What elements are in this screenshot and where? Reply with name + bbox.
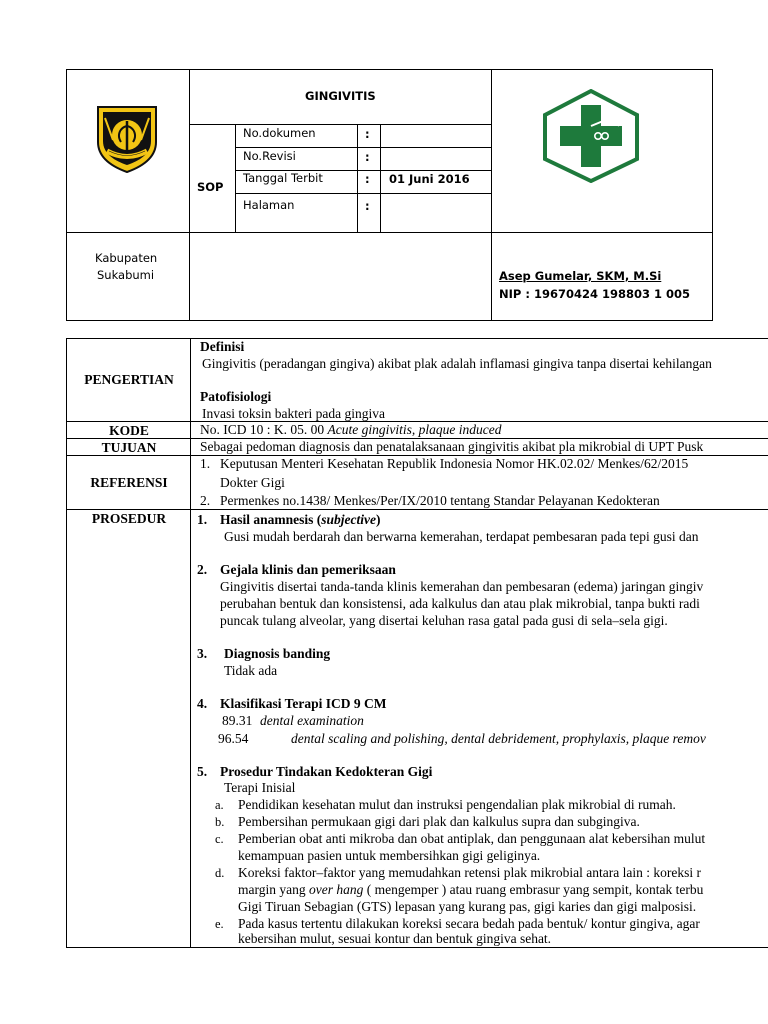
sop-body-table: [66, 338, 768, 948]
referensi-num-2: 2.: [200, 493, 211, 508]
document-title: GINGIVITIS: [305, 89, 376, 103]
item-d-line-2-a: margin yang: [238, 882, 309, 897]
kode-text: [200, 422, 501, 439]
referensi-item-1-line-1: Keputusan Menteri Kesehatan Republik Indonesia Nomor HK.02.02/ Menkes/62/2015: [220, 456, 689, 471]
kode-code: No. ICD 10 : K. 05. 00: [200, 422, 328, 437]
region-line-1: Kabupaten: [95, 251, 158, 265]
row-label-referensi: REFERENSI: [90, 475, 168, 490]
prosedur-4-heading: Klasifikasi Terapi ICD 9 CM: [220, 696, 387, 711]
doc-row-label-no-revisi: No.Revisi: [243, 149, 296, 163]
item-b-line-1: Pembersihan permukaan gigi dari plak dan kalkulus supra dan subgingiva.: [238, 814, 640, 829]
sop-header: [66, 69, 713, 321]
referensi-item-2-line-1: Permenkes no.1438/ Menkes/Per/IX/2010 tentang Standar Pelayanan Kedokteran: [220, 493, 660, 508]
item-e-letter: e.: [215, 917, 224, 931]
definisi-text: Gingivitis (peradangan gingiva) akibat plak adalah inflamasi gingiva tanpa disertai kehilangan: [202, 356, 712, 371]
prosedur-5-sub: Terapi Inisial: [224, 780, 296, 795]
prosedur-1-num: 1.: [197, 512, 208, 527]
doc-row-label-halaman: Halaman: [243, 198, 295, 212]
item-a-letter: a.: [215, 798, 224, 812]
tujuan-text: Sebagai pedoman diagnosis dan penatalaksanaan gingivitis akibat pla mikrobial di UPT Pusk: [200, 439, 704, 454]
doc-row-colon: :: [365, 199, 370, 213]
referensi-num-1: 1.: [200, 456, 211, 471]
prosedur-1-text: Gusi mudah berdarah dan berwarna kemerahan, terdapat pembesaran pada tepi gusi dan: [224, 529, 699, 544]
prosedur-2-line-3: puncak tulang alveolar, yang disertai keluhan rasa gatal pada gusi di sela–sela gigi.: [220, 613, 668, 628]
sop-label: SOP: [197, 180, 224, 194]
doc-row-value-tanggal-terbit: 01 Juni 2016: [389, 172, 470, 186]
prosedur-2-line-2: perubahan bentuk dan konsistensi, ada kalkulus dan atau plak mikrobial, tanpa bukti radi: [220, 596, 700, 611]
puskesmas-logo-icon: [541, 89, 641, 183]
item-c-letter: c.: [215, 832, 224, 846]
patofisiologi-text: Invasi toksin bakteri pada gingiva: [202, 406, 385, 421]
row-label-pengertian: PENGERTIAN: [84, 372, 174, 387]
item-d-line-3: Gigi Tiruan Sebagian (GTS) lepasan yang kurang pas, gigi karies dan gigi malposisi.: [238, 899, 697, 914]
item-b-letter: b.: [215, 815, 225, 829]
row-label-kode: KODE: [109, 423, 149, 438]
prosedur-1-heading-italic: subjective: [321, 512, 376, 527]
item-d-line-2: [238, 882, 703, 899]
item-d-line-2-b: ( mengemper ) atau ruang embrasur yang sempit, kontak terbu: [363, 882, 704, 897]
prosedur-3-heading: Diagnosis banding: [224, 646, 331, 661]
doc-row-label-no-dokumen: No.dokumen: [243, 126, 316, 140]
item-d-letter: d.: [215, 866, 225, 880]
signer-nip: NIP : 19670424 198803 1 005: [499, 287, 690, 301]
definisi-heading: Definisi: [200, 339, 245, 354]
row-label-prosedur: PROSEDUR: [91, 511, 167, 526]
item-d-line-2-italic: over hang: [309, 882, 364, 897]
prosedur-4-num: 4.: [197, 696, 208, 711]
prosedur-2-num: 2.: [197, 562, 208, 577]
icd-code-2: 96.54: [218, 731, 249, 746]
item-e-line-2: kebersihan mulut, sesuai kontur dan bentuk gingiva sehat.: [238, 931, 552, 946]
icd-desc-1: dental examination: [260, 713, 364, 728]
item-c-line-1: Pemberian obat anti mikroba dan obat antiplak, dan penggunaan alat kebersihan mulut: [238, 831, 706, 846]
signer-name: Asep Gumelar, SKM, M.Si: [499, 269, 662, 283]
region-line-2: Sukabumi: [97, 268, 155, 282]
prosedur-3-text: Tidak ada: [224, 663, 278, 678]
doc-row-colon: :: [365, 150, 370, 164]
doc-row-colon: :: [365, 127, 370, 141]
prosedur-1-heading-end: ): [376, 512, 381, 527]
icd-desc-2: dental scaling and polishing, dental debridement, prophylaxis, plaque remov: [291, 731, 706, 746]
patofisiologi-heading: Patofisiologi: [200, 389, 272, 404]
prosedur-3-num: 3.: [197, 646, 208, 661]
prosedur-5-num: 5.: [197, 764, 208, 779]
sukabumi-emblem-icon: [95, 104, 159, 174]
referensi-item-1-line-2: Dokter Gigi: [220, 475, 285, 490]
prosedur-5-heading: Prosedur Tindakan Kedokteran Gigi: [220, 764, 433, 779]
icd-code-1: 89.31: [222, 713, 253, 728]
item-c-line-2: kemampuan pasien untuk membersihkan gigi geliginya.: [238, 848, 541, 863]
item-a-line-1: Pendidikan kesehatan mulut dan instruksi pengendalian plak mikrobial di rumah.: [238, 797, 676, 812]
prosedur-2-line-1: Gingivitis disertai tanda-tanda klinis kemerahan dan pembesaran (edema) jaringan gingiv: [220, 579, 704, 594]
kode-description: Acute gingivitis, plaque induced: [327, 422, 502, 437]
prosedur-1-heading: [220, 512, 381, 529]
doc-row-label-tanggal-terbit: Tanggal Terbit: [243, 171, 323, 185]
prosedur-1-heading-text: Hasil anamnesis (: [220, 512, 322, 527]
row-label-tujuan: TUJUAN: [101, 440, 157, 455]
item-e-line-1: Pada kasus tertentu dilakukan koreksi secara bedah pada bentuk/ kontur gingiva, agar: [238, 916, 700, 931]
prosedur-2-heading: Gejala klinis dan pemeriksaan: [220, 562, 396, 577]
doc-row-colon: :: [365, 172, 370, 186]
item-d-line-1: Koreksi faktor–faktor yang memudahkan retensi plak mikrobial antara lain : koreksi r: [238, 865, 701, 880]
